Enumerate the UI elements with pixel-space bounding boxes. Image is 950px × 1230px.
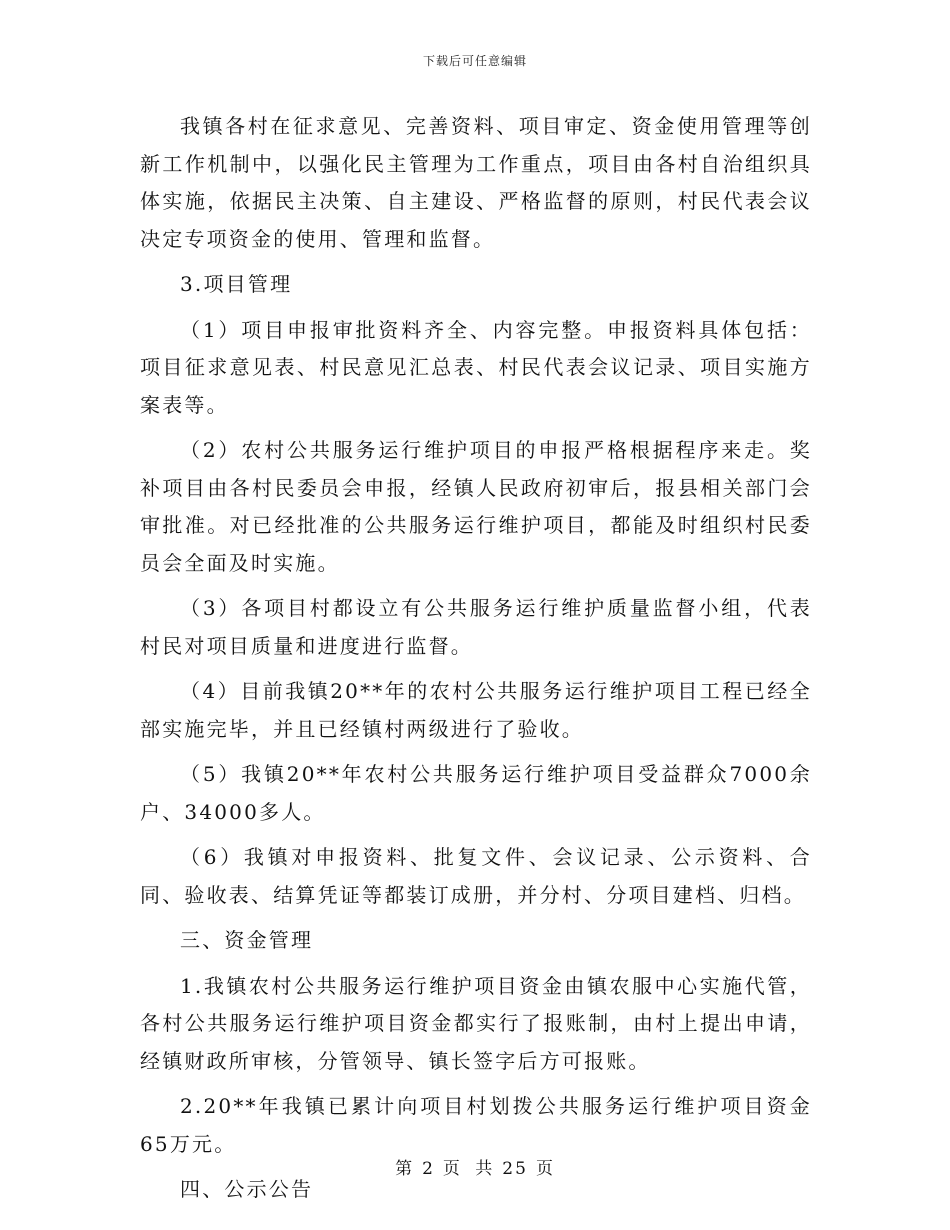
document-body xyxy=(140,108,812,1217)
paragraph-item-4: （4）目前我镇20**年的农村公共服务运行维护项目工程已经全部实施完毕，并且已经镇村两级进行了验收。 xyxy=(140,679,812,741)
paragraph-item-3: （3）各项目村都设立有公共服务运行维护质量监督小组，代表村民对项目质量和进度进行监督。 xyxy=(140,596,812,658)
page-footer xyxy=(0,1154,950,1179)
footer-prefix: 第 xyxy=(395,1159,415,1179)
page-header: 下载后可任意编辑 xyxy=(422,54,527,68)
paragraph-mechanism: 我镇各村在征求意见、完善资料、项目审定、资金使用管理等创新工作机制中，以强化民主管理为工作重点，项目由各村自治组织具体实施，依据民主决策、自主建设、严格监督的原则，村民代表会议决定专项资金的使用、管理和监督。 xyxy=(140,114,812,251)
heading-project-management: 3.项目管理 xyxy=(180,272,293,296)
paragraph-fund-1: 1.我镇农村公共服务运行维护项目资金由镇农服中心实施代管，各村公共服务运行维护项目资金都实行了报账制，由村上提出申请，经镇财政所审核，分管领导、镇长签字后方可报账。 xyxy=(140,973,812,1073)
footer-suffix: 页 xyxy=(535,1159,555,1179)
footer-mid: 页 共 xyxy=(442,1159,495,1179)
paragraph-item-1: （1）项目申报审批资料齐全、内容完整。申报资料具体包括：项目征求意见表、村民意见汇总表、村民代表会议记录、项目实施方案表等。 xyxy=(140,317,812,417)
paragraph-item-6: （6）我镇对申报资料、批复文件、会议记录、公示资料、合同、验收表、结算凭证等都装订成册，并分村、分项目建档、归档。 xyxy=(140,845,812,907)
paragraph-fund-2: 2.20**年我镇已累计向项目村划拨公共服务运行维护项目资金65万元。 xyxy=(140,1094,812,1156)
heading-public-notice: 四、公示公告 xyxy=(180,1177,314,1201)
heading-fund-management: 三、资金管理 xyxy=(180,928,314,952)
footer-total-pages: 25 xyxy=(502,1159,528,1179)
paragraph-item-5: （5）我镇20**年农村公共服务运行维护项目受益群众7000余户、34000多人。 xyxy=(140,762,812,824)
paragraph-item-2: （2）农村公共服务运行维护项目的申报严格根据程序来走。奖补项目由各村民委员会申报，经镇人民政府初审后，报县相关部门会审批准。对已经批准的公共服务运行维护项目，都能及时组织村民委员会全面及时实施。 xyxy=(140,438,812,575)
footer-current-page: 2 xyxy=(422,1159,435,1179)
